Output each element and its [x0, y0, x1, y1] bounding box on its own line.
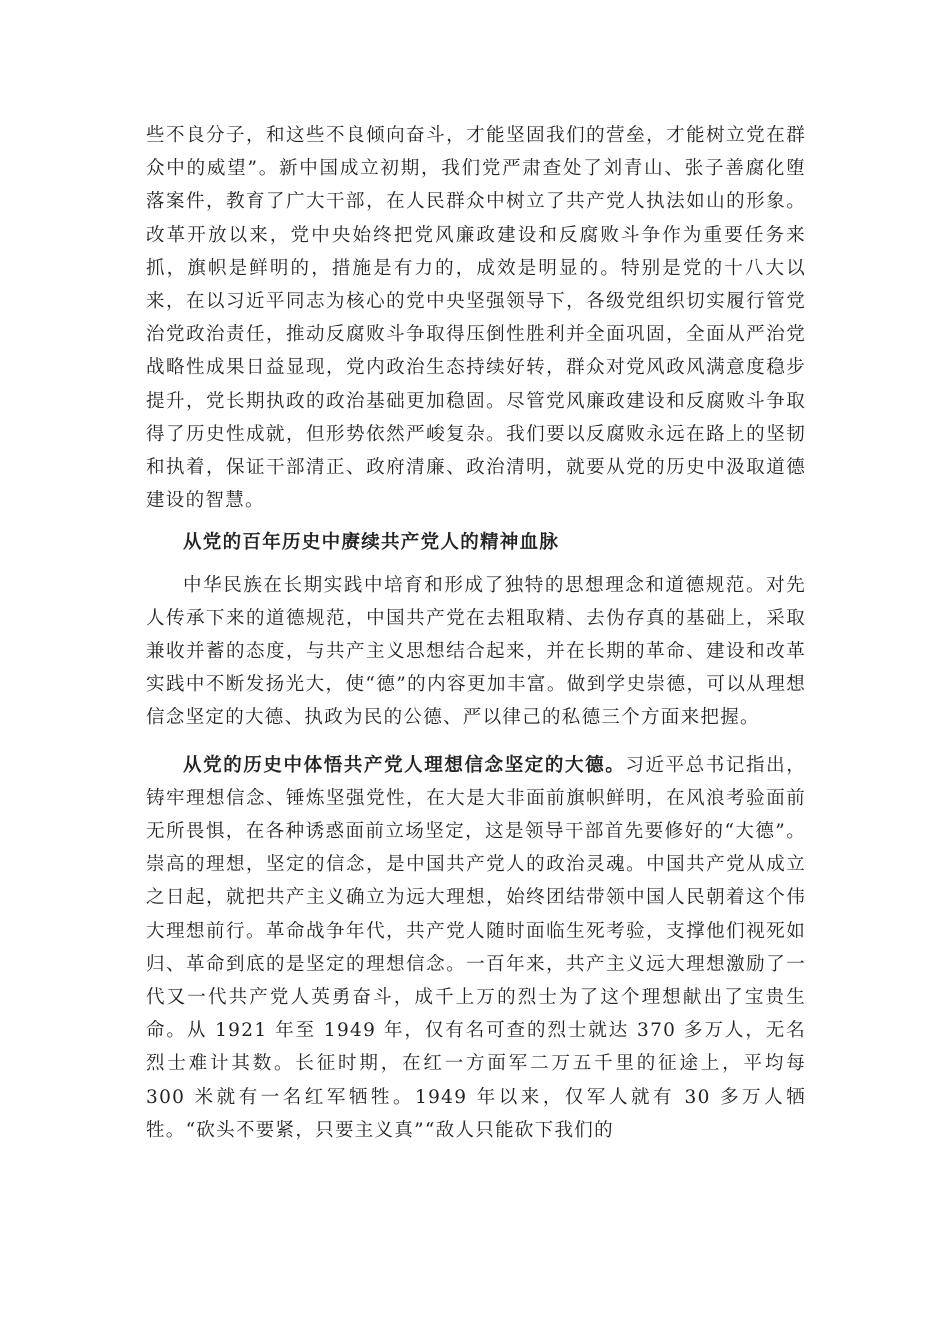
document-body — [146, 119, 806, 1147]
intro-paragraph: 中华民族在长期实践中培育和形成了独特的思想理念和道德规范。对先人传承下来的道德规范，中国共产党在去粗取精、去伪存真的基础上，采取兼收并蓄的态度，与共产主义思想结合起来，并在长期的革命、建设和改革实践中不断发扬光大，使“德”的内容更加丰富。做到学史崇德，可以从理想信念坚定的大德、执政为民的公德、严以律己的私德三个方面来把握。 — [146, 574, 806, 729]
ideals-lead-sentence: 从党的历史中体悟共产党人理想信念坚定的大德。 — [183, 754, 626, 776]
ideals-paragraph — [146, 749, 806, 1147]
continued-paragraph: 些不良分子，和这些不良倾向奋斗，才能坚固我们的营垒，才能树立党在群众中的威望”。新中国成立初期，我们党严肃查处了刘青山、张子善腐化堕落案件，教育了广大干部，在人民群众中树立了共产党人执法如山的形象。改革开放以来，党中央始终把党风廉政建设和反腐败斗争作为重要任务来抓，旗帜是鲜明的，措施是有力的，成效是明显的。特别是党的十八大以来，在以习近平同志为核心的党中央坚强领导下，各级党组织切实履行管党治党政治责任，推动反腐败斗争取得压倒性胜利并全面巩固，全面从严治党战略性成果日益显现，党内政治生态持续好转，群众对党风政风满意度稳步提升，党长期执政的政治基础更加稳固。尽管党风廉政建设和反腐败斗争取得了历史性成就，但形势依然严峻复杂。我们要以反腐败永远在路上的坚韧和执着，保证干部清正、政府清廉、政治清明，就要从党的历史中汲取道德建设的智慧。 — [146, 125, 806, 512]
ideals-body-text: 习近平总书记指出，铸牢理想信念、锤炼坚强党性，在大是大非面前旗帜鲜明，在风浪考验面前无所畏惧，在各种诱惑面前立场坚定，这是领导干部首先要修好的“大德”。崇高的理想，坚定的信念，是中国共产党人的政治灵魂。中国共产党从成立之日起，就把共产主义确立为远大理想，始终团结带领中国人民朝着这个伟大理想前行。革命战争年代，共产党人随时面临生死考验，支撑他们视死如归、革命到底的是坚定的理想信念。一百年来，共产主义远大理想激励了一代又一代共产党人英勇奋斗，成千上万的烈士为了这个理想献出了宝贵生命。从 1921 年至 1949 年，仅有名可查的烈士就达 370 多万人，无名烈士难计其数。长征时期，在红一方面军二万五千里的征途上，平均每 300 米就有一名红军牺牲。1949 年以来，仅军人就有 30 多万人牺牲。“砍头不要紧，只要主义真”“敌人只能砍下我们的 — [146, 754, 806, 1141]
section-heading: 从党的百年历史中赓续共产党人的精神血脉 — [183, 532, 560, 554]
